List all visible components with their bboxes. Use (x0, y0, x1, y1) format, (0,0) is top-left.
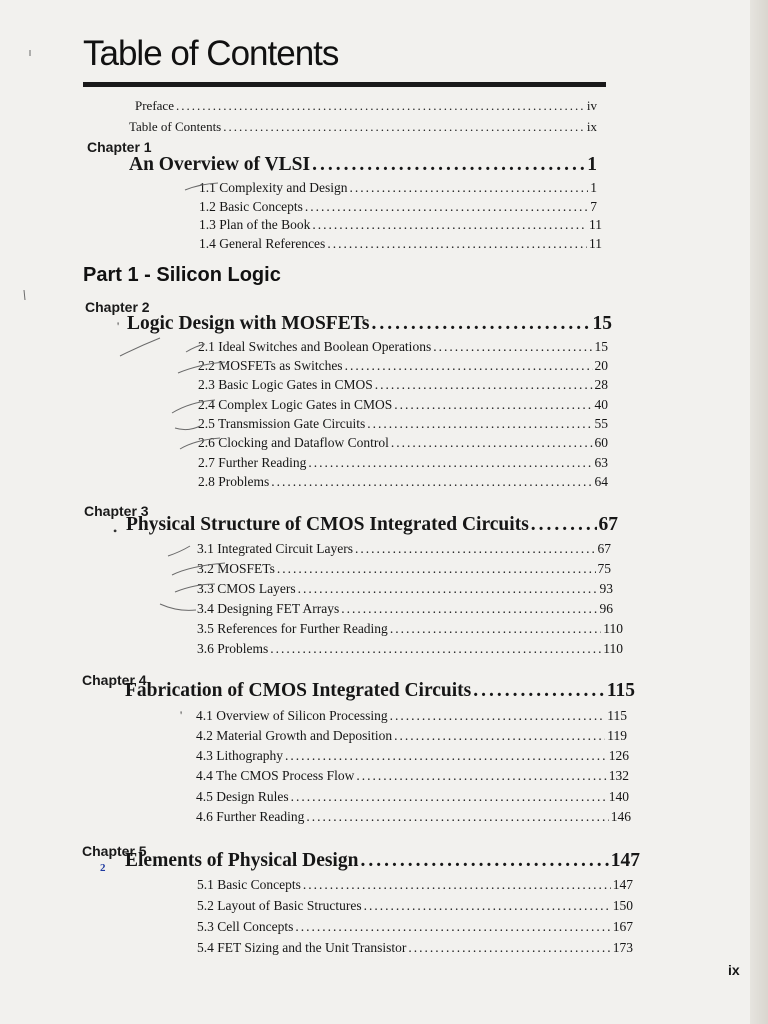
section-entry: 5.4 FET Sizing and the Unit Transistor ..... 173 (197, 940, 633, 956)
toc-entry-preface: Preface ..... iv (135, 98, 597, 114)
section-entry: 3.2 MOSFETs ..... 75 (197, 561, 611, 577)
section-entry: 5.3 Cell Concepts ..... 167 (197, 919, 633, 935)
section-entry: 3.6 Problems ..... 110 (197, 641, 623, 657)
section-entry: 2.5 Transmission Gate Circuits ..... 55 (198, 416, 608, 432)
section-entry: 4.6 Further Reading ..... 146 (196, 809, 631, 825)
section-entry: 4.4 The CMOS Process Flow ..... 132 (196, 768, 629, 784)
chapter-title: Physical Structure of CMOS Integrated Circuits ..... 67 (126, 514, 618, 536)
section-entry: 4.5 Design Rules ..... 140 (196, 789, 629, 805)
section-entry: 5.1 Basic Concepts ..... 147 (197, 877, 633, 893)
chapter-title: Logic Design with MOSFETs ..... 15 (127, 313, 612, 335)
section-entry: 2.2 MOSFETs as Switches ..... 20 (198, 358, 608, 374)
part-heading: Part 1 - Silicon Logic (83, 264, 281, 286)
section-entry: 4.3 Lithography ..... 126 (196, 748, 629, 764)
section-entry: 2.6 Clocking and Dataflow Control ..... 60 (198, 435, 608, 451)
section-entry: 4.1 Overview of Silicon Processing ..... 115 (196, 708, 627, 724)
section-entry: 1.4 General References ..... 11 (199, 236, 602, 252)
section-entry: 2.4 Complex Logic Gates in CMOS ..... 40 (198, 397, 608, 413)
section-entry: 2.3 Basic Logic Gates in CMOS ..... 28 (198, 377, 608, 393)
page-number: ix (728, 962, 740, 978)
pencil-tick (175, 426, 200, 430)
section-entry: 3.4 Designing FET Arrays ..... 96 (197, 601, 613, 617)
pencil-tick (24, 290, 25, 300)
chapter-label: Chapter 2 (85, 299, 150, 315)
section-entry: 3.5 References for Further Reading ..... 110 (197, 621, 623, 637)
section-entry: 3.1 Integrated Circuit Layers ..... 67 (197, 541, 611, 557)
pencil-tick (168, 546, 190, 556)
pen-mark: 2 (100, 862, 106, 874)
pencil-tick (160, 604, 196, 610)
page-title: Table of Contents (83, 34, 339, 73)
section-entry: 5.2 Layout of Basic Structures ..... 150 (197, 898, 633, 914)
section-entry: 4.2 Material Growth and Deposition ..... 119 (196, 728, 627, 744)
chapter-label: Chapter 3 (84, 503, 149, 519)
title-rule (83, 82, 606, 87)
pencil-tick (120, 338, 160, 356)
chapter-title: An Overview of VLSI ..... 1 (129, 154, 597, 176)
section-entry: 3.3 CMOS Layers ..... 93 (197, 581, 613, 597)
section-entry: 1.1 Complexity and Design ..... 1 (199, 180, 597, 196)
section-entry: 2.8 Problems ..... 64 (198, 474, 608, 490)
section-entry: 2.7 Further Reading ..... 63 (198, 455, 608, 471)
chapter-label: Chapter 1 (87, 139, 152, 155)
section-entry: 2.1 Ideal Switches and Boolean Operations ..... 15 (198, 339, 608, 355)
chapter-label: Chapter 4 (82, 672, 147, 688)
section-entry: 1.3 Plan of the Book ..... 11 (199, 217, 602, 233)
adjacent-page-edge (750, 0, 768, 1024)
section-entry: 1.2 Basic Concepts ..... 7 (199, 199, 597, 215)
pen-mark: ' (180, 708, 183, 722)
chapter-label: Chapter 5 (82, 843, 147, 859)
pen-mark: ' (117, 319, 120, 333)
toc-entry-table-of-contents: Table of Contents ..... ix (129, 119, 597, 135)
chapter-title: Fabrication of CMOS Integrated Circuits ..... 115 (125, 680, 635, 702)
chapter-title: Elements of Physical Design ..... 147 (125, 850, 640, 872)
pen-mark: • (113, 524, 118, 538)
